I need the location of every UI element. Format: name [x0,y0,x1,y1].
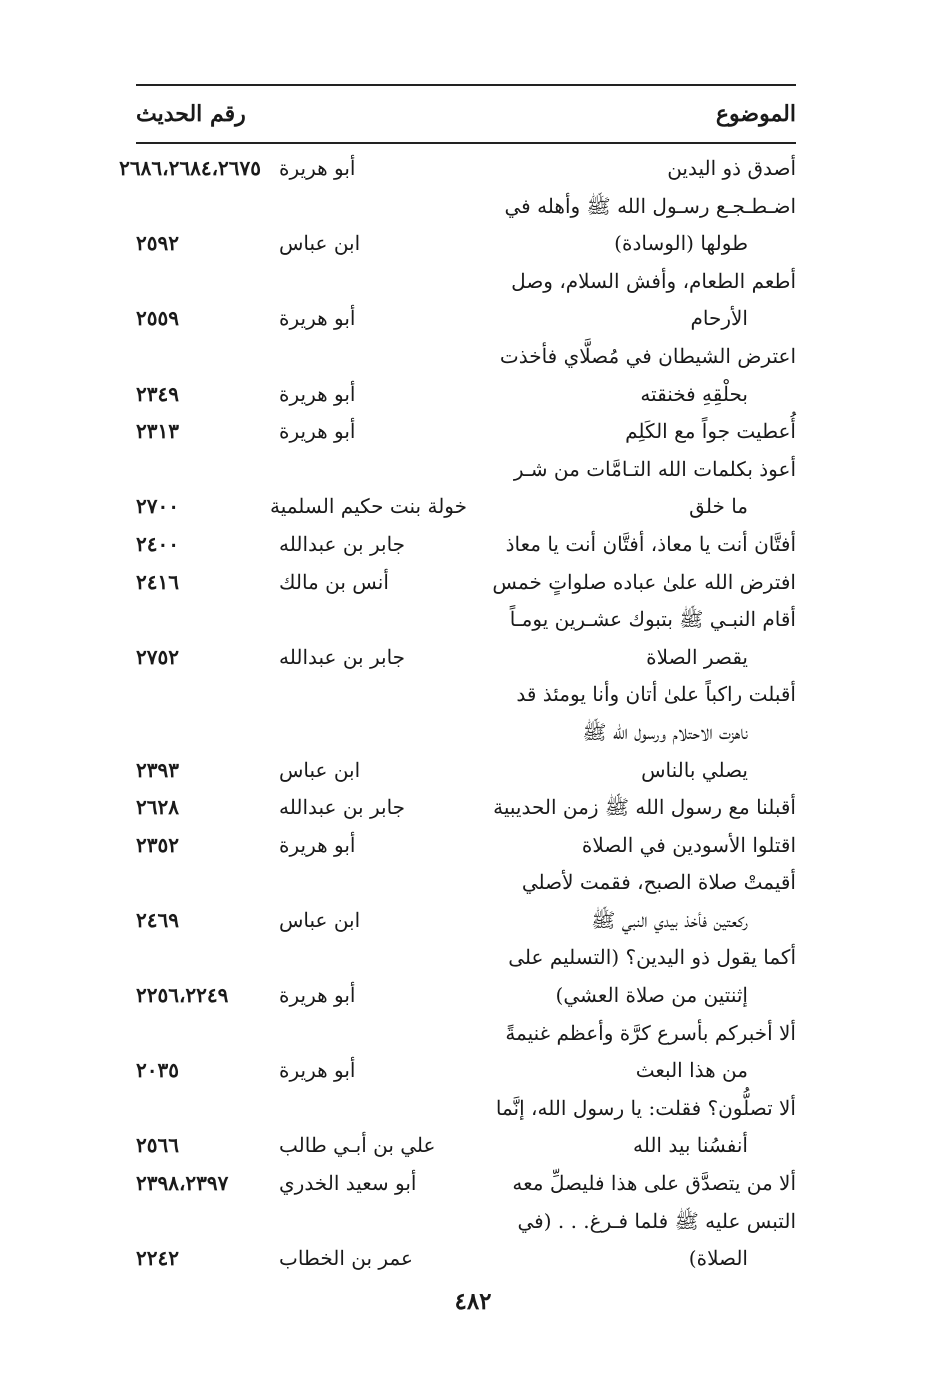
entry-narrator: أبو هريرة [279,156,356,180]
entry-hadith-number: ٢٣٥٢ [136,832,179,857]
topic-line: ما خلق [689,494,748,519]
index-entry [136,789,796,827]
entry-hadith-number: ٢٢٥٦،٢٢٤٩ [136,983,229,1008]
entry-hadith-number: ٢٣٩٨،٢٣٩٧ [136,1171,229,1196]
entry-hadith-number: ٢٣٤٩ [136,381,179,406]
entry-hadith-number: ٢٤٠٠ [136,531,179,556]
index-entry [136,188,796,263]
topic-line: اضـطـجـع رسـول الله ﷺ وأهله في [504,193,796,218]
entry-topic [471,601,796,676]
entry-topic [471,1090,796,1165]
entry-topic [471,188,796,263]
topic-line: أعوذ بكلمات الله التـامَّات من شـر [513,456,796,481]
page-number: ٤٨٢ [454,1288,492,1315]
topic-line: طولها (الوسادة) [614,231,748,256]
index-entries [119,150,796,1278]
entry-hadith-number: ٢٥٥٩ [136,306,179,331]
entry-topic [471,676,796,789]
topic-line: ناهزت الاحتلام ورسول الله ﷺ [582,719,748,744]
entry-hadith-number: ٢٥٦٦ [136,1133,179,1158]
topic-line: أقبلنا مع رسول الله ﷺ زمن الحديبية [493,795,796,820]
topic-column-header: الموضوع [715,101,796,127]
entry-narrator: أبو هريرة [279,1058,356,1083]
entry-topic [471,1165,796,1203]
topic-line: أُعطيت جواً مع الكَلِم [625,419,796,444]
entry-narrator: علي بن أبـي طالب [279,1133,436,1158]
entry-hadith-number: ٢٠٣٥ [136,1058,179,1083]
entry-topic [471,789,796,827]
entry-hadith-number: ٢٤٦٩ [136,907,179,932]
topic-line: ألا تصلُّون؟ فقلت: يا رسول الله، إنَّما [495,1095,796,1120]
entry-topic [471,864,796,939]
topic-line: إثنتين من صلاة العشي) [555,983,748,1008]
index-entry [136,526,796,564]
topic-line: أصدق ذو اليدين [667,156,796,180]
entry-narrator: أبو هريرة [279,832,356,857]
entry-hadith-number: ٢٤١٦ [136,569,179,594]
hadith-number-column-header: رقم الحديث [136,101,246,127]
entry-narrator: ابن عباس [279,231,361,256]
entry-narrator: أبو هريرة [279,306,356,331]
entry-narrator: أبو هريرة [279,419,356,444]
entry-hadith-number: ٢٣١٣ [136,419,179,444]
topic-line: أفتَّان أنت يا معاذ، أفتَّان أنت يا معاذ [505,531,796,556]
entry-hadith-number: ٢٧٠٠ [136,494,179,519]
topic-line: ألا أخبركم بأسرع كرَّة وأعظم غنيمةً [505,1020,796,1045]
entry-topic [471,150,796,188]
topic-line: بحلْقِهِ فخنقته [640,381,748,406]
index-entry [136,939,796,1014]
entry-hadith-number: ٢٣٩٣ [136,757,179,782]
entry-narrator: جابر بن عبدالله [279,644,406,669]
entry-narrator: أبو هريرة [279,381,356,406]
topic-line: أنفسُنا بيد الله [632,1133,748,1158]
entry-narrator: أنس بن مالك [279,569,389,594]
topic-line: اقتلوا الأسودين في الصلاة [581,832,796,857]
topic-line: اعترض الشيطان في مُصلَّاي فأخذت [499,343,796,368]
entry-topic [471,1015,796,1090]
index-entry [136,263,796,338]
topic-line: يقصر الصلاة [646,644,748,669]
entry-narrator: جابر بن عبدالله [279,795,406,820]
entry-topic [471,939,796,1014]
entry-hadith-number: ٢٢٤٢ [136,1246,179,1271]
entry-narrator: أبو سعيد الخدري [279,1171,417,1196]
index-entry [136,1090,796,1165]
index-entry [136,1203,796,1278]
topic-line: التبس عليه ﷺ فلما فـرغ. . . (في [517,1208,796,1233]
index-entry [136,564,796,602]
topic-line: الصلاة) [688,1246,748,1271]
entry-narrator: عمر بن الخطاب [279,1246,413,1271]
entry-hadith-number: ٢٦٢٨ [136,795,179,820]
entry-hadith-number: ٢٥٩٢ [136,231,179,256]
entry-topic [471,564,796,602]
entry-topic [471,263,796,338]
entry-topic [471,338,796,413]
topic-line: أكما يقول ذو اليدين؟ (التسليم على [508,945,796,970]
topic-line: الأرحام [690,306,748,331]
index-entry [136,413,796,451]
index-page [119,84,796,1278]
topic-line: من هذا البعث [635,1058,748,1083]
index-entry [136,338,796,413]
index-entry [136,1015,796,1090]
topic-line: افترض الله علىٰ عباده صلواتٍ خمس [492,569,796,594]
entry-topic [471,827,796,865]
entry-hadith-number: ٢٧٥٢ [136,644,179,669]
index-entry [119,150,796,188]
topic-line: يصلي بالناس [641,757,748,782]
index-entry [136,451,796,526]
index-entry [136,601,796,676]
entry-narrator: جابر بن عبدالله [279,531,406,556]
entry-narrator: خولة بنت حكيم السلمية [269,494,467,519]
topic-line: أقبلت راكباً علىٰ أتان وأنا يومئذ قد [516,682,796,707]
entry-topic [471,1203,796,1278]
header-rule [136,142,796,144]
entry-topic [471,526,796,564]
topic-line: ركعتين فأخذ بيدي النبي ﷺ [591,907,748,932]
topic-line: ألا من يتصدَّق على هذا فليصلِّ معه [512,1171,796,1196]
table-header [136,86,796,142]
entry-topic [471,413,796,451]
entry-topic [471,451,796,526]
entry-hadith-number: ٢٦٨٦،٢٦٨٤،٢٦٧٥ [119,156,261,180]
index-entry [136,1165,796,1203]
index-entry [136,864,796,939]
entry-narrator: ابن عباس [279,907,361,932]
index-entry [136,827,796,865]
topic-line: أقام النبـي ﷺ بتبوك عشـرين يومـاً [509,607,796,632]
index-entry [136,676,796,789]
topic-line: أقيمتْ صلاة الصبح، فقمت لأصلي [521,870,796,895]
entry-narrator: ابن عباس [279,757,361,782]
entry-narrator: أبو هريرة [279,983,356,1008]
topic-line: أطعم الطعام، وأفش السلام، وصل [511,268,796,293]
